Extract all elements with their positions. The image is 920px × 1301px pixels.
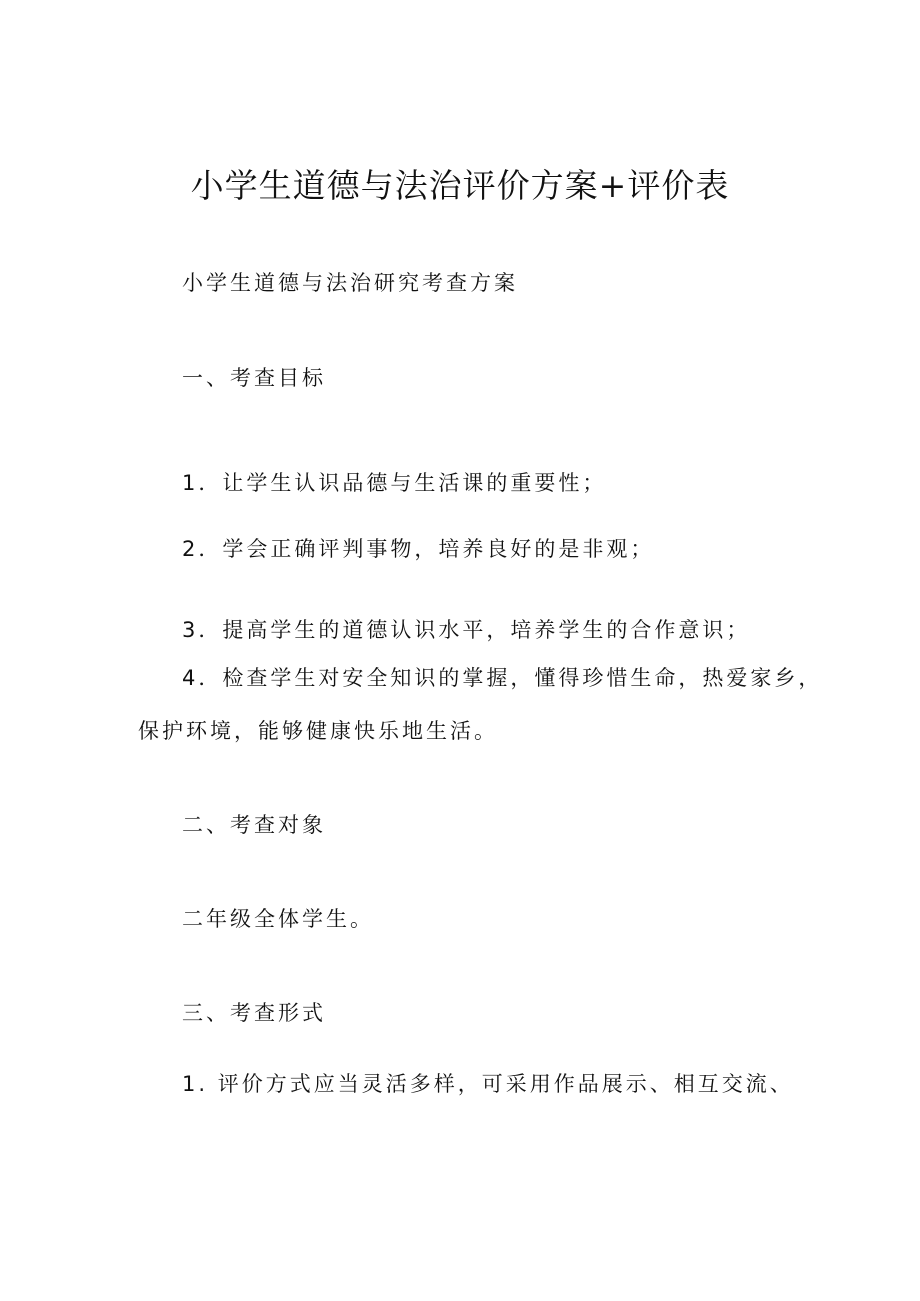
goal-item-1: 1．让学生认识品德与生活课的重要性；	[182, 471, 607, 495]
plan-subtitle: 小学生道德与法治研究考查方案	[182, 271, 518, 295]
document-title: 小学生道德与法治评价方案+评价表	[190, 166, 730, 205]
section-heading-target: 二、考查对象	[182, 813, 326, 837]
section-heading-form: 三、考查形式	[182, 1001, 326, 1025]
target-text: 二年级全体学生。	[182, 907, 374, 931]
form-item-1: 1. 评价方式应当灵活多样，可采用作品展示、相互交流、	[182, 1072, 794, 1096]
goal-item-4: 4．检查学生对安全知识的掌握，懂得珍惜生命，热爱家乡，	[182, 666, 823, 690]
section-heading-goals: 一、考查目标	[182, 366, 326, 390]
goal-item-2: 2．学会正确评判事物，培养良好的是非观；	[182, 537, 655, 561]
goal-item-4-continuation: 保护环境，能够健康快乐地生活。	[138, 719, 498, 743]
goal-item-3: 3．提高学生的道德认识水平，培养学生的合作意识；	[182, 618, 751, 642]
